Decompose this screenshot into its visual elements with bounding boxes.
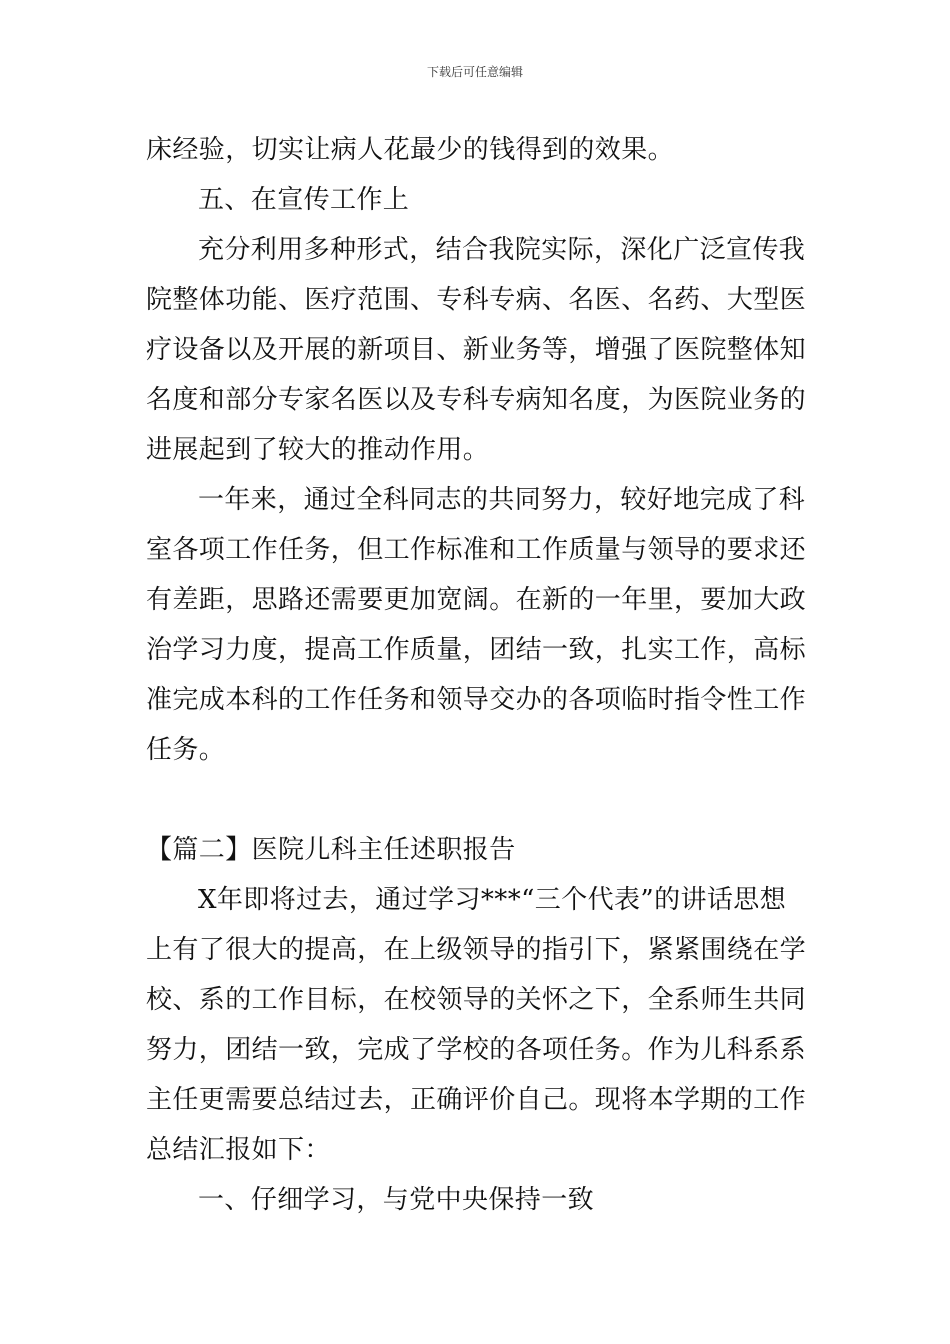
text-line: 进展起到了较大的推动作用。 <box>146 435 490 465</box>
section-heading-study <box>146 1175 810 1225</box>
page-header-note: 下载后可任意编辑 <box>426 65 523 79</box>
text-line: 一、仔细学习，与党中央保持一致 <box>198 1185 595 1215</box>
paragraph-gap <box>146 775 810 825</box>
section-heading-publicity <box>146 175 810 225</box>
text-line: 床经验，切实让病人花最少的钱得到的效果。 <box>146 135 675 165</box>
text-line: 名度和部分专家名医以及专科专病知名度，为医院业务的 <box>146 385 807 415</box>
text-line: 上有了很大的提高，在上级领导的指引下，紧紧围绕在学 <box>146 935 807 965</box>
paragraph-summary <box>146 475 810 775</box>
text-line: 治学习力度，提高工作质量，团结一致，扎实工作，高标 <box>146 635 807 665</box>
paragraph-report-intro <box>146 875 810 1175</box>
paragraph-publicity <box>146 225 810 475</box>
text-line: 【篇二】医院儿科主任述职报告 <box>146 835 516 865</box>
text-line: X年即将过去，通过学习***“三个代表”的讲话思想 <box>198 885 787 915</box>
text-line: 有差距，思路还需要更加宽阔。在新的一年里，要加大政 <box>146 585 807 615</box>
text-line: 一年来，通过全科同志的共同努力，较好地完成了科 <box>198 485 806 515</box>
text-line: 室各项工作任务，但工作标准和工作质量与领导的要求还 <box>146 535 807 565</box>
text-line: 五、在宣传工作上 <box>198 185 410 215</box>
paragraph-continuation <box>146 125 810 175</box>
text-line: 准完成本科的工作任务和领导交办的各项临时指令性工作 <box>146 685 807 715</box>
text-line: 院整体功能、医疗范围、专科专病、名医、名药、大型医 <box>146 285 807 315</box>
text-line: 充分利用多种形式，结合我院实际，深化广泛宣传我 <box>198 235 806 265</box>
document-body <box>146 125 810 1225</box>
chapter-title <box>146 825 810 875</box>
text-line: 任务。 <box>146 735 226 765</box>
text-line: 疗设备以及开展的新项目、新业务等，增强了医院整体知 <box>146 335 807 365</box>
text-line: 总结汇报如下： <box>146 1135 331 1165</box>
text-line: 主任更需要总结过去，正确评价自己。现将本学期的工作 <box>146 1085 807 1115</box>
text-line: 努力，团结一致，完成了学校的各项任务。作为儿科系系 <box>146 1035 807 1065</box>
text-line: 校、系的工作目标，在校领导的关怀之下，全系师生共同 <box>146 985 807 1015</box>
